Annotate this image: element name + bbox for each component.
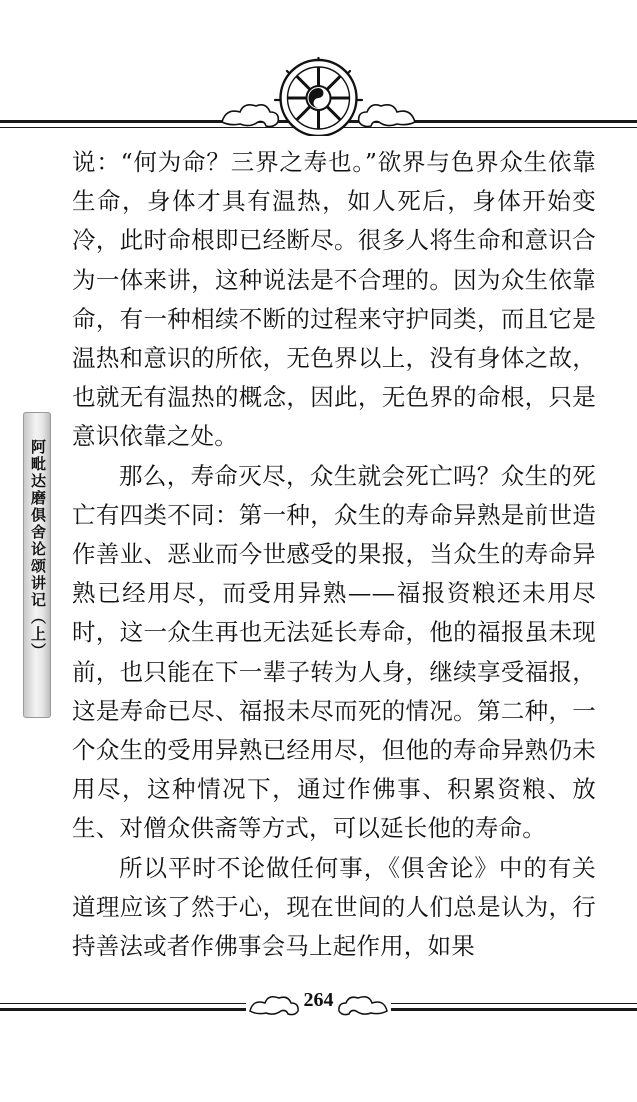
book-title-vertical: 阿毗达磨俱舍论颂讲记（上） <box>29 439 47 660</box>
book-title-tab <box>23 412 51 718</box>
paragraph: 那么，寿命灭尽，众生就会死亡吗？众生的死亡有四类不同：第一种，众生的寿命异熟是前世造作善业、恶业而今世感受的果报，当众生的寿命异熟已经用尽，而受用异熟——福报资粮还未用尽时，这一众生再也无法延长寿命，他的福报虽未现前，也只能在下一辈子转为人身，继续享受福报，这是寿命已尽、福报未尽而死的情况。第二种，一个众生的受用异熟已经用尽，但他的寿命异熟仍未用尽，这种情况下，通过作佛事、积累资粮、放生、对僧众供斋等方式，可以延长他的寿命。 <box>72 461 596 843</box>
paragraph: 所以平时不论做任何事，《俱舍论》中的有关道理应该了然于心，现在世间的人们总是认为，行持善法或者作佛事会马上起作用，如果 <box>72 853 596 961</box>
auspicious-cloud-icon <box>359 105 415 127</box>
auspicious-cloud-icon <box>222 105 278 127</box>
page-body <box>72 143 596 966</box>
page-number: 264 <box>303 989 334 1011</box>
dharma-wheel-icon <box>0 56 637 136</box>
paragraph: 说：“何为命？三界之寿也。”欲界与色界众生依靠生命，身体才具有温热，如人死后，身体开始变冷，此时命根即已经断尽。很多人将生命和意识合为一体来讲，这种说法是不合理的。因为众生依靠命，有一种相续不断的过程来守护同类，而且它是温热和意识的所依，无色界以上，没有身体之故，也就无有温热的概念，因此，无色界的命根，只是意识依靠之处。 <box>72 148 596 451</box>
